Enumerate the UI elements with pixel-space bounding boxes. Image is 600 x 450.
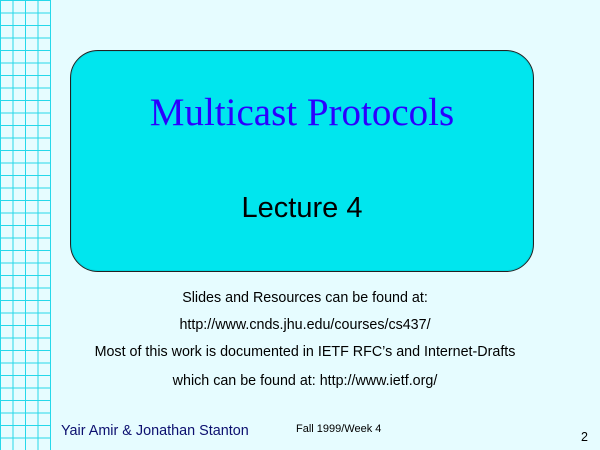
- course-url-line: http://www.cnds.jhu.edu/courses/cs437/: [179, 317, 431, 333]
- title-box: [70, 50, 534, 272]
- slide-number: 2: [581, 430, 588, 444]
- slides-resources-line: Slides and Resources can be found at:: [182, 290, 428, 306]
- ietf-url-line: which can be found at: http://www.ietf.org/: [172, 373, 438, 389]
- footer-date: Fall 1999/Week 4: [296, 423, 382, 435]
- slide-title: Multicast Protocols: [149, 91, 455, 134]
- ietf-documentation-line: Most of this work is documented in IETF RFC’s and Internet-Drafts: [94, 344, 516, 360]
- left-grid-decoration: [0, 0, 51, 450]
- footer-authors: Yair Amir & Jonathan Stanton: [61, 423, 249, 439]
- lecture-subtitle: Lecture 4: [241, 192, 363, 224]
